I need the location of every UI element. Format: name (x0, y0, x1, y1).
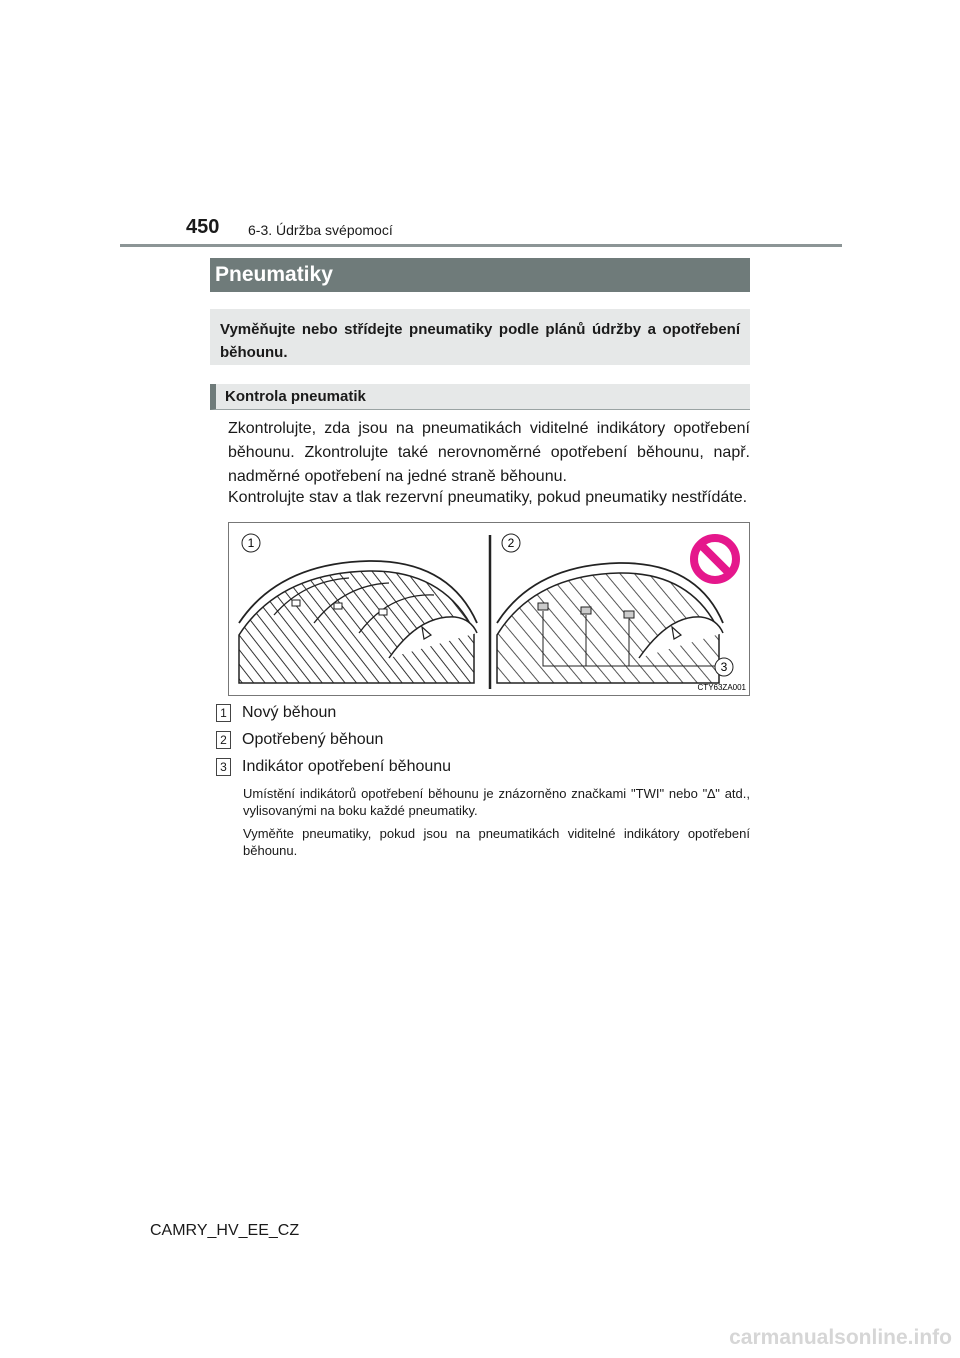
page-number: 450 (186, 216, 220, 238)
figure-code: CTY63ZA001 (697, 683, 746, 692)
watermark: carmanualsonline.info (729, 1326, 952, 1349)
callout-1: 1 (247, 536, 255, 550)
prohibition-icon (694, 538, 736, 580)
paragraph-tread-check: Zkontrolujte, zda jsou na pneumatikách viditelné indikátory opotřebení běhounu. Zkontrolujte také nerovnoměrné opotřebení běhounu, např. nadměrné opotřebení na jedné straně běhounu. (228, 420, 750, 485)
legend-label: Indikátor opotřebení běhounu (242, 758, 452, 775)
legend-item (216, 703, 336, 723)
legend-label: Nový běhoun (242, 704, 337, 721)
intro-box: Vyměňujte nebo střídejte pneumatiky podle plánů údržby a opotřebení běhounu. (210, 309, 750, 365)
note-replace-tires: Vyměňte pneumatiky, pokud jsou na pneumatikách viditelné indikátory opotřebení běhounu. (243, 826, 750, 858)
legend-number: 3 (216, 758, 231, 776)
legend-number: 2 (216, 731, 231, 749)
callout-2: 2 (507, 536, 515, 550)
legend-number: 1 (216, 704, 231, 722)
tire-wear-figure (228, 522, 750, 696)
page-title: Pneumatiky (210, 258, 750, 292)
note-twi-location: Umístění indikátorů opotřebení běhounu je znázorněno značkami "TWI" nebo "∆" atd., vylisovanými na boku každé pneumatiky. (243, 786, 750, 818)
callout-3: 3 (720, 660, 728, 674)
tire-illustration (229, 523, 749, 695)
legend-item (216, 730, 383, 750)
new-tread-tire (239, 534, 477, 683)
footer-model-code: CAMRY_HV_EE_CZ (150, 1222, 300, 1239)
section-label: 6-3. Údržba svépomocí (248, 222, 393, 238)
legend-item (216, 757, 451, 777)
subheading: Kontrola pneumatik (210, 384, 750, 410)
header-rule (120, 244, 842, 247)
paragraph-spare-tire: Kontrolujte stav a tlak rezervní pneumatiky, pokud pneumatiky nestřídáte. (228, 489, 748, 506)
legend-label: Opotřebený běhoun (242, 731, 384, 748)
